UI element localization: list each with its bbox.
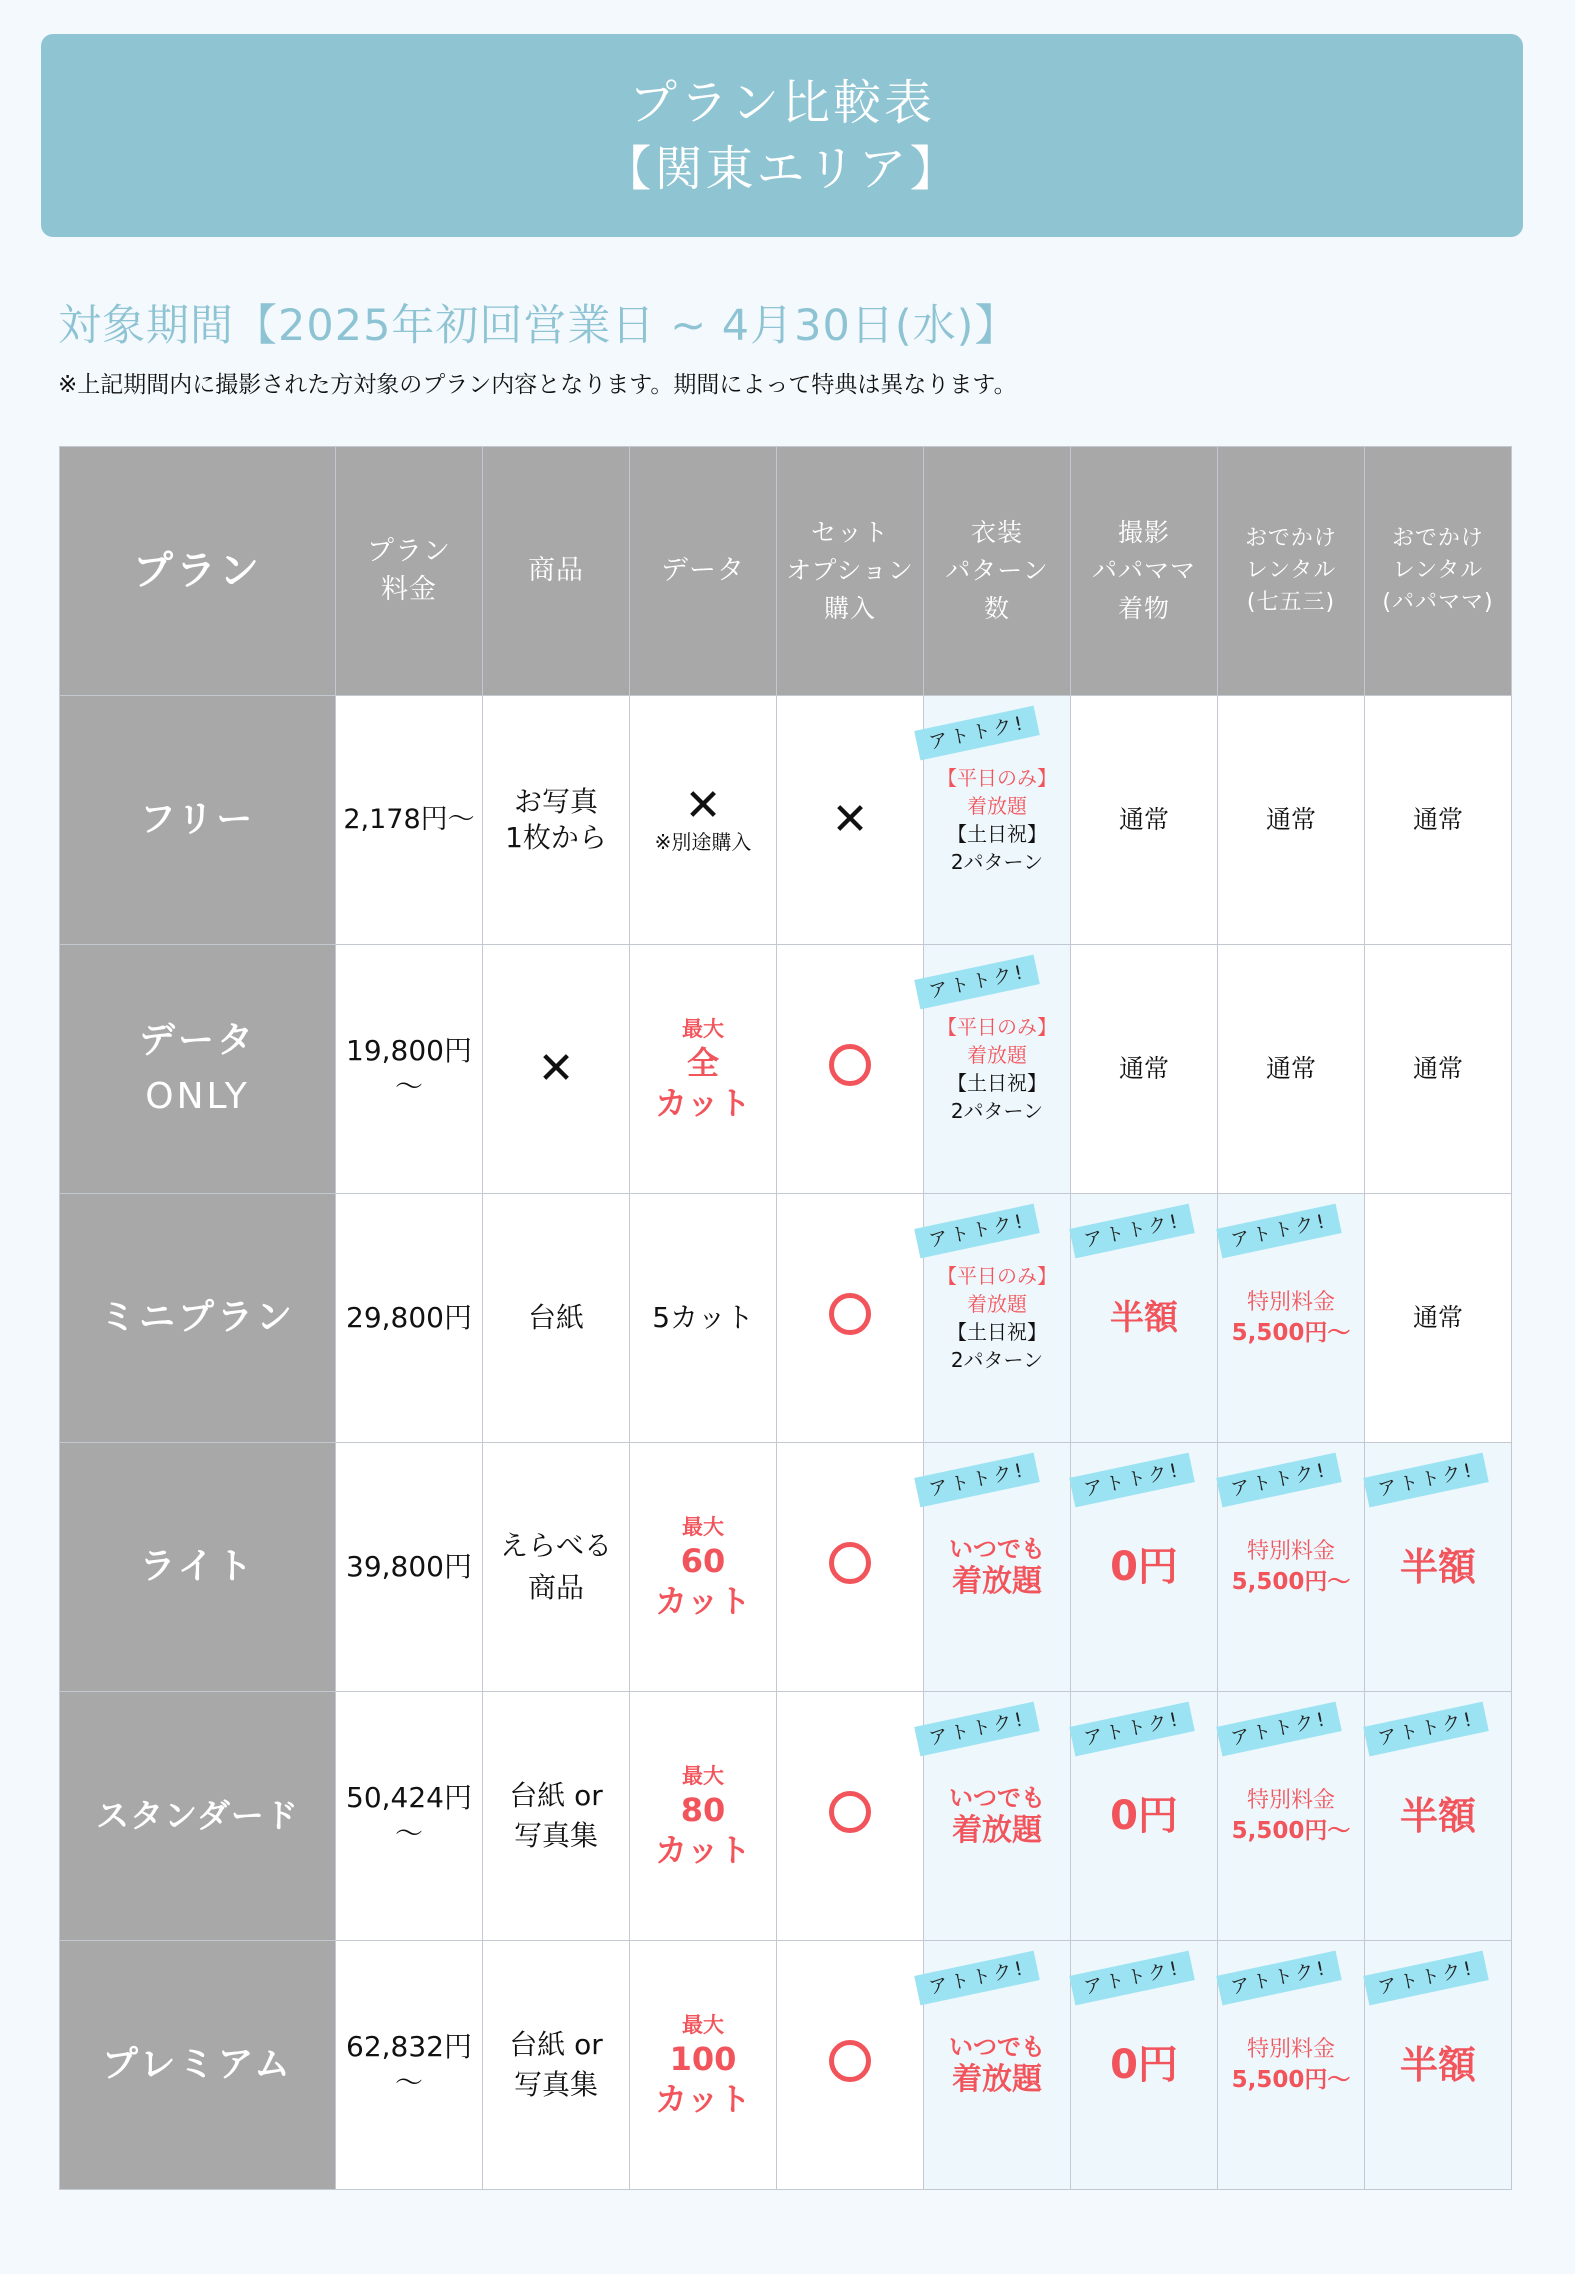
col-price-line2: 料金 (381, 574, 437, 605)
plan-costume (924, 1194, 1071, 1443)
max-label: 最大 (682, 1764, 724, 1788)
col-parents-line2: パパママ (1091, 556, 1196, 585)
cut-amount: 80 (680, 1791, 726, 1829)
col-set-option (777, 447, 924, 696)
plan-costume (924, 1443, 1071, 1692)
plan-row-premium (60, 1941, 1512, 2190)
col-costume-line3: 数 (983, 594, 1010, 623)
data-note: ※別途購入 (654, 830, 752, 854)
col-rental753-line2: レンタル (1245, 558, 1337, 583)
atotoku-badge: アトトク! (1363, 1951, 1489, 2006)
title-banner (41, 34, 1523, 237)
atotoku-badge: アトトク! (1363, 1453, 1489, 1508)
plan-comparison-table (59, 446, 1512, 2190)
zero-yen: 0円 (1110, 1544, 1178, 1590)
plan-rental-papamama (1365, 1941, 1512, 2190)
col-rental753-line3: (七五三) (1246, 590, 1336, 615)
plan-rental-papamama: 通常 (1365, 696, 1512, 945)
plan-parents-kimono: 通常 (1071, 696, 1218, 945)
max-label: 最大 (682, 1017, 724, 1041)
plan-parents-kimono: 通常 (1071, 945, 1218, 1194)
cut-label: カット (655, 1084, 751, 1122)
atotoku-badge: アトトク! (914, 1204, 1040, 1259)
product-line2: 写真集 (513, 2068, 598, 2101)
atotoku-badge: アトトク! (1216, 1453, 1342, 1508)
col-rentalpp-line1: おでかけ (1392, 526, 1484, 551)
product-line1: 台紙 or (509, 1779, 603, 1812)
atotoku-badge: アトトク! (914, 1702, 1040, 1757)
plan-set-option (777, 1194, 924, 1443)
plan-data (630, 945, 777, 1194)
plan-name: ライト (60, 1443, 336, 1692)
atotoku-badge: アトトク! (1363, 1702, 1489, 1757)
two-patterns: 2パターン (950, 1099, 1044, 1123)
col-costume-patterns (924, 447, 1071, 696)
price-line2: 〜 (394, 1070, 423, 1103)
circle-mark-icon (829, 1542, 871, 1584)
plan-set-option (777, 696, 924, 945)
col-parents-line3: 着物 (1117, 594, 1170, 623)
atotoku-badge: アトトク! (914, 706, 1040, 761)
plan-set-option (777, 1941, 924, 2190)
weekend: 【土日祝】 (947, 1071, 1047, 1095)
x-mark-icon: ✕ (684, 780, 722, 831)
unlimited-label: 着放題 (952, 1813, 1042, 1848)
atotoku-badge: アトトク! (1069, 1204, 1195, 1259)
plan-product (483, 945, 630, 1194)
zero-yen: 0円 (1110, 2042, 1178, 2088)
plan-name: ミニプラン (60, 1194, 336, 1443)
plan-price (336, 945, 483, 1194)
plan-costume (924, 1941, 1071, 2190)
col-rentalpp-line2: レンタル (1392, 558, 1484, 583)
circle-mark-icon (829, 1044, 871, 1086)
plan-product: 台紙 (483, 1194, 630, 1443)
circle-mark-icon (829, 2040, 871, 2082)
half-price: 半額 (1110, 1298, 1178, 1338)
weekday-only: 【平日のみ】 (937, 1015, 1057, 1039)
plan-rental-753 (1218, 1941, 1365, 2190)
col-price (336, 447, 483, 696)
plan-set-option (777, 1443, 924, 1692)
plan-row-data-only (60, 945, 1512, 1194)
product-line1: えらべる (499, 1529, 612, 1562)
plan-data: 5カット (630, 1194, 777, 1443)
target-period: 対象期間【2025年初回営業日 ~ 4月30日(水)】 (58, 301, 1019, 351)
col-rental-753 (1218, 447, 1365, 696)
plan-price (336, 1941, 483, 2190)
special-price-label: 特別料金 (1246, 1538, 1335, 1564)
plan-rental-753 (1218, 1443, 1365, 1692)
unlimited: 着放題 (967, 1043, 1027, 1067)
half-price: 半額 (1399, 2043, 1476, 2087)
two-patterns: 2パターン (950, 850, 1044, 874)
header-row (60, 447, 1512, 696)
atotoku-badge: アトトク! (914, 1453, 1040, 1508)
plan-rental-753 (1218, 1692, 1365, 1941)
col-parents-kimono (1071, 447, 1218, 696)
cut-label: カット (655, 1582, 751, 1620)
cut-amount: 100 (669, 2040, 737, 2078)
col-rentalpp-line3: (パパママ) (1382, 590, 1494, 615)
special-price-label: 特別料金 (1246, 1289, 1335, 1315)
col-data: データ (630, 447, 777, 696)
plan-product (483, 1941, 630, 2190)
plan-data (630, 696, 777, 945)
plan-parents-kimono (1071, 1443, 1218, 1692)
product-line2: 1枚から (505, 821, 607, 854)
plan-data (630, 1941, 777, 2190)
half-price: 半額 (1399, 1545, 1476, 1589)
anytime-label: いつでも (949, 1535, 1045, 1563)
product-line1: お写真 (513, 785, 598, 818)
special-price-label: 特別料金 (1246, 1787, 1335, 1813)
col-set-line2: オプション (786, 556, 914, 585)
special-price-value: 5,500円〜 (1231, 2066, 1351, 2093)
plan-costume (924, 1692, 1071, 1941)
plan-data (630, 1692, 777, 1941)
weekend: 【土日祝】 (947, 822, 1047, 846)
anytime-label: いつでも (949, 2033, 1045, 2061)
plan-price: 2,178円〜 (336, 696, 483, 945)
plan-product (483, 1692, 630, 1941)
x-mark-icon: ✕ (537, 1043, 575, 1094)
circle-mark-icon (829, 1293, 871, 1335)
plan-price (336, 1692, 483, 1941)
plan-rental-753 (1218, 1194, 1365, 1443)
plan-rental-papamama (1365, 1692, 1512, 1941)
plan-rental-753: 通常 (1218, 945, 1365, 1194)
plan-name: フリー (60, 696, 336, 945)
col-rental753-line1: おでかけ (1245, 526, 1337, 551)
atotoku-badge: アトトク! (914, 1951, 1040, 2006)
page-subtitle: 【関東エリア】 (603, 140, 961, 197)
zero-yen: 0円 (1110, 1793, 1178, 1839)
circle-mark-icon (829, 1791, 871, 1833)
page-title: プラン比較表 (628, 74, 935, 131)
atotoku-badge: アトトク! (1216, 1951, 1342, 2006)
col-product: 商品 (483, 447, 630, 696)
cut-amount: 60 (680, 1542, 726, 1580)
plan-rental-753: 通常 (1218, 696, 1365, 945)
period-note: ※上記期間内に撮影された方対象のプラン内容となります。期間によって特典は異なります。 (58, 372, 1017, 398)
plan-rental-papamama (1365, 1443, 1512, 1692)
cut-label: カット (655, 2080, 751, 2118)
max-label: 最大 (682, 1515, 724, 1539)
cut-amount: 全 (686, 1044, 719, 1082)
plan-row-mini (60, 1194, 1512, 1443)
plan-row-free (60, 696, 1512, 945)
max-label: 最大 (682, 2013, 724, 2037)
plan-price: 29,800円 (336, 1194, 483, 1443)
price-line1: 62,832円 (346, 2030, 472, 2063)
atotoku-badge: アトトク! (1216, 1702, 1342, 1757)
special-price-label: 特別料金 (1246, 2036, 1335, 2062)
plan-rental-papamama: 通常 (1365, 945, 1512, 1194)
col-costume-line2: パターン (945, 556, 1049, 585)
atotoku-badge: アトトク! (1216, 1204, 1342, 1259)
plan-price: 39,800円 (336, 1443, 483, 1692)
plan-row-standard (60, 1692, 1512, 1941)
weekend: 【土日祝】 (947, 1320, 1047, 1344)
plan-parents-kimono (1071, 1941, 1218, 2190)
plan-costume (924, 696, 1071, 945)
special-price-value: 5,500円〜 (1231, 1568, 1351, 1595)
col-costume-line1: 衣装 (970, 518, 1023, 547)
half-price: 半額 (1399, 1794, 1476, 1838)
atotoku-badge: アトトク! (1069, 1951, 1195, 2006)
col-parents-line1: 撮影 (1117, 518, 1170, 547)
col-rental-papamama (1365, 447, 1512, 696)
weekday-only: 【平日のみ】 (937, 1264, 1057, 1288)
special-price-value: 5,500円〜 (1231, 1319, 1351, 1346)
plan-name: プレミアム (60, 1941, 336, 2190)
plan-name: スタンダード (60, 1692, 336, 1941)
col-plan: プラン (60, 447, 336, 696)
atotoku-badge: アトトク! (1069, 1453, 1195, 1508)
unlimited-label: 着放題 (952, 2062, 1042, 2097)
special-price-value: 5,500円〜 (1231, 1817, 1351, 1844)
anytime-label: いつでも (949, 1784, 1045, 1812)
plan-name (60, 945, 336, 1194)
atotoku-badge: アトトク! (914, 955, 1040, 1010)
plan-product (483, 1443, 630, 1692)
product-line2: 写真集 (513, 1819, 598, 1852)
unlimited-label: 着放題 (952, 1564, 1042, 1599)
price-line2: 〜 (394, 2066, 423, 2099)
col-set-line3: 購入 (823, 594, 876, 623)
plan-set-option (777, 1692, 924, 1941)
weekday-only: 【平日のみ】 (937, 766, 1057, 790)
plan-data (630, 1443, 777, 1692)
unlimited: 着放題 (967, 794, 1027, 818)
product-line2: 商品 (527, 1571, 584, 1604)
plan-name-line2: ONLY (145, 1076, 250, 1117)
atotoku-badge: アトトク! (1069, 1702, 1195, 1757)
price-line2: 〜 (394, 1817, 423, 1850)
plan-parents-kimono (1071, 1692, 1218, 1941)
cut-label: カット (655, 1831, 751, 1869)
plan-set-option (777, 945, 924, 1194)
price-line1: 19,800円 (346, 1034, 472, 1067)
price-line1: 50,424円 (346, 1781, 472, 1814)
plan-name-line1: データ (138, 1020, 256, 1061)
plan-product (483, 696, 630, 945)
col-set-line1: セット (810, 518, 889, 547)
unlimited: 着放題 (967, 1292, 1027, 1316)
x-mark-icon: ✕ (831, 794, 869, 845)
plan-row-light (60, 1443, 1512, 1692)
two-patterns: 2パターン (950, 1348, 1044, 1372)
plan-parents-kimono (1071, 1194, 1218, 1443)
plan-costume (924, 945, 1071, 1194)
plan-rental-papamama: 通常 (1365, 1194, 1512, 1443)
col-price-line1: プラン (367, 536, 451, 567)
product-line1: 台紙 or (509, 2028, 603, 2061)
